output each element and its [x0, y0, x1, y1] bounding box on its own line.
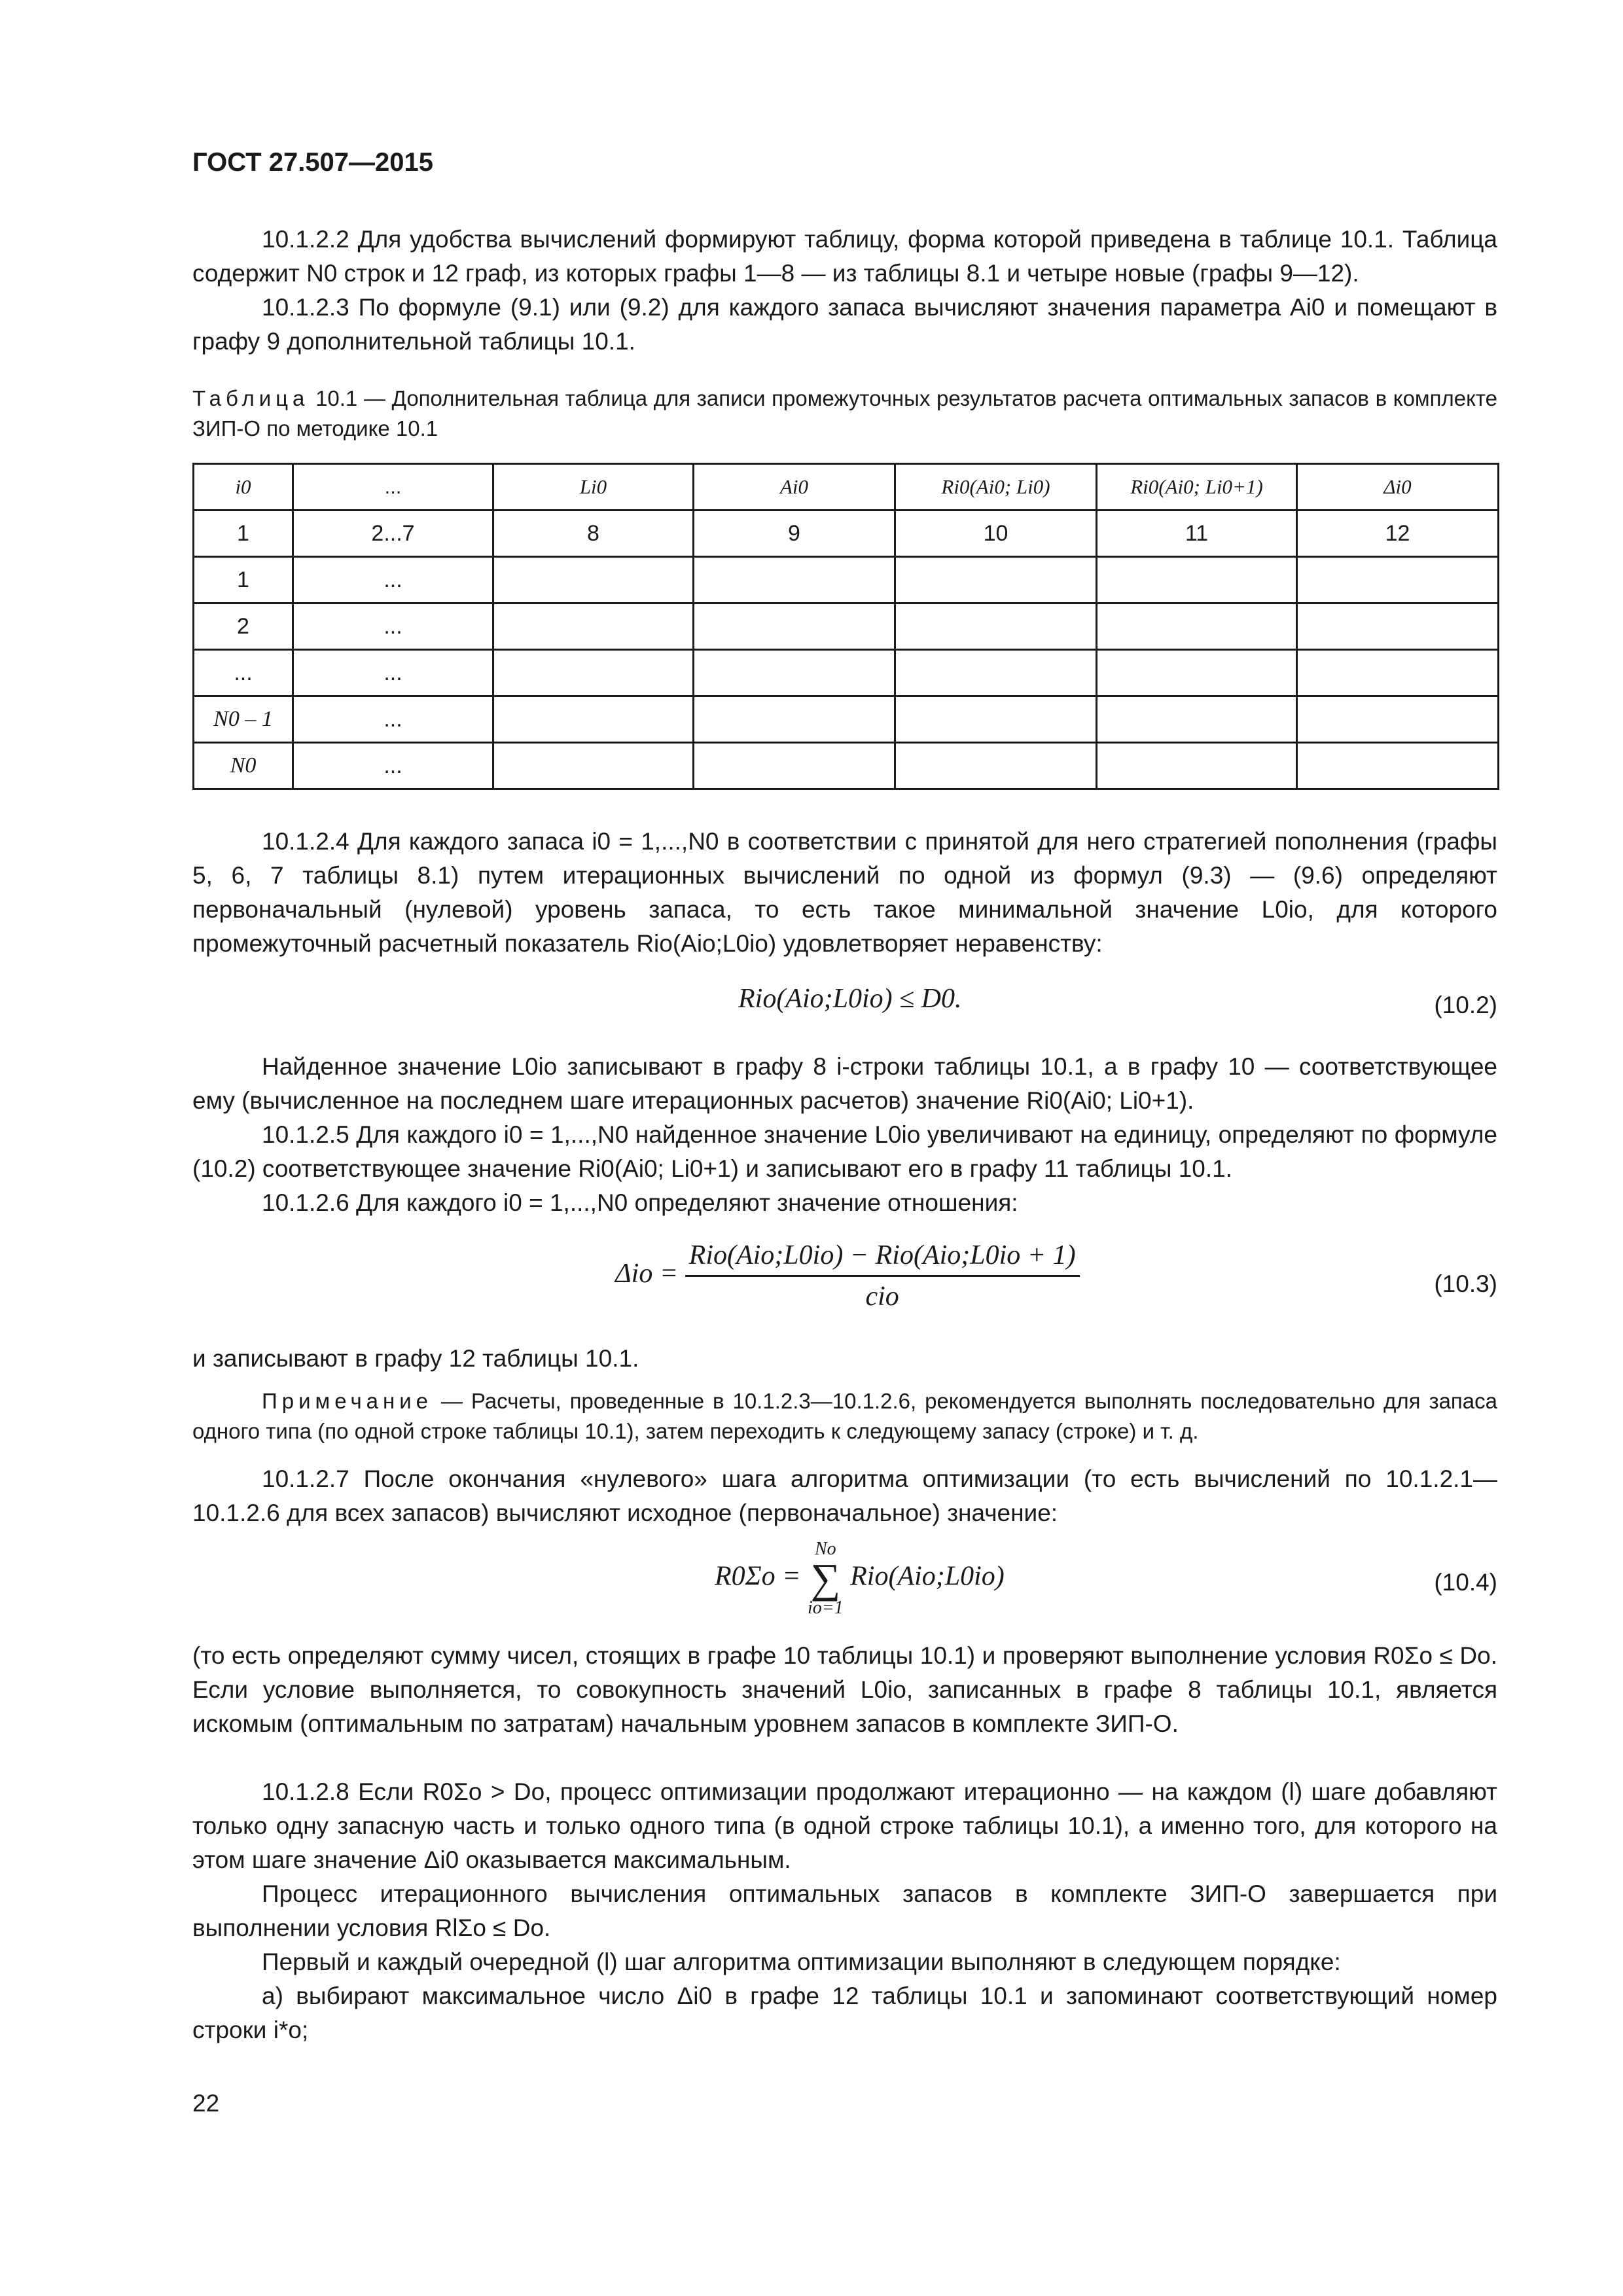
note-text: — Расчеты, проведенные в 10.1.2.3—10.1.2.6, рекомендуется выполнять последовательно для запаса одного типа (по одной строке таблицы 10.1), затем переходить к следующему запасу (строке) и т. д.: [192, 1389, 1498, 1443]
table-cell: [694, 603, 895, 650]
paragraph-sum-condition: (то есть определяют сумму чисел, стоящих в графе 10 таблицы 10.1) и проверяют выполнение условия R0Σo ≤ Do. Если условие выполняется, то совокупность значений L0io, записанных в графе 8 таблицы 10.1, является искомым (оптимальным по затратам) начальным уровнем запасов в комплекте ЗИП-О.: [192, 1642, 1497, 1737]
table-cell: [493, 696, 694, 743]
table-cell: [493, 743, 694, 789]
table-cell: 2: [194, 603, 293, 650]
table-cell: [694, 557, 895, 603]
table-header-row: [194, 464, 1499, 511]
table-cell: ...: [293, 743, 493, 789]
table-cell: [694, 650, 895, 696]
table-column-number: 10: [895, 511, 1097, 557]
paragraph-10-1-2-8: 10.1.2.8 Если R0Σo > Do, процесс оптимизации продолжают итерационно — на каждом (l) шаге добавляют только одну запасную часть и только одного типа (в одной строке таблицы 10.1), а именно того, для которого на этом шаге значение Δi0 оказывается максимальным.: [192, 1778, 1497, 1873]
table-cell: ...: [194, 650, 293, 696]
table-cell: [895, 603, 1097, 650]
table-header-cell: Ai0: [694, 464, 895, 511]
formula-10-4-lhs: R0Σo =: [715, 1561, 801, 1592]
equation-number-10-4: (10.4): [1434, 1569, 1497, 1596]
table-cell: [895, 696, 1097, 743]
formula-10-3: [615, 1238, 1080, 1314]
table-header-cell: i0: [194, 464, 293, 511]
table-cell: ...: [293, 603, 493, 650]
table-row: [194, 603, 1499, 650]
summation-lower-limit: io=1: [807, 1598, 844, 1618]
summation-upper-limit: No: [814, 1539, 836, 1559]
paragraph-record-column-12: и записывают в графу 12 таблицы 10.1.: [192, 1345, 639, 1372]
formula-10-3-lhs: Δio =: [615, 1259, 679, 1289]
table-cell: ...: [293, 557, 493, 603]
table-row: [194, 557, 1499, 603]
table-cell: ...: [293, 696, 493, 743]
formula-10-4: [715, 1539, 1005, 1618]
paragraph-10-1-2-4: 10.1.2.4 Для каждого запаса i0 = 1,...,N0 в соответствии с принятой для него стратегией пополнения (графы 5, 6, 7 таблицы 8.1) путем итерационных вычислений по одной из формул (9.3) — (9.6) определяют первоначальный (нулевой) уровень запаса, то есть такое минимальной значение L0io, для которого промежуточный расчетный показатель Rio(Aio;L0io) удовлетворяет неравенству:: [192, 828, 1497, 957]
intermediate-results-table: [192, 463, 1499, 790]
table-row: [194, 743, 1499, 789]
table-header-cell: Ri0(Ai0; Li0): [895, 464, 1097, 511]
table-header-cell: Δi0: [1297, 464, 1499, 511]
table-cell: [895, 557, 1097, 603]
table-cell: [1297, 743, 1499, 789]
table-cell: [493, 650, 694, 696]
paragraph-10-1-2-3: 10.1.2.3 По формуле (9.1) или (9.2) для каждого запаса вычисляют значения параметра Ai0 и помещают в графу 9 дополнительной таблицы 10.1.: [192, 294, 1497, 355]
table-row: [194, 650, 1499, 696]
table-header-cell: Ri0(Ai0; Li0+1): [1097, 464, 1297, 511]
table-column-number: 1: [194, 511, 293, 557]
paragraph-found-value: Найденное значение L0io записывают в графу 8 i-строки таблицы 10.1, а в графу 10 — соответствующее ему (вычисленное на последнем шаге итерационных расчетов) значение Ri0(Ai0; Li0+1).: [192, 1053, 1497, 1114]
table-cell: [1297, 603, 1499, 650]
paragraph-10-1-2-7: 10.1.2.7 После окончания «нулевого» шага алгоритма оптимизации (то есть вычислений по 10.1.2.1—10.1.2.6 для всех запасов) вычисляют исходное (первоначальное) значение:: [192, 1465, 1497, 1526]
table-cell: [1097, 743, 1297, 789]
table-caption: [192, 384, 1497, 444]
table-cell: [895, 650, 1097, 696]
equation-number-10-3: (10.3): [1434, 1270, 1497, 1297]
equation-number-10-2: (10.2): [1434, 992, 1497, 1018]
paragraph-10-1-2-5: 10.1.2.5 Для каждого i0 = 1,...,N0 найденное значение L0io увеличивают на единицу, определяют по формуле (10.2) соответствующее значение Ri0(Ai0; Li0+1) и записывают его в графу 11 таблицы 10.1.: [192, 1121, 1497, 1182]
note: [192, 1386, 1497, 1446]
note-lead: Примечание: [262, 1389, 433, 1413]
table-cell: [1097, 603, 1297, 650]
table-cell: [1297, 650, 1499, 696]
summation-sign: [808, 1539, 844, 1618]
table-cell: [1097, 696, 1297, 743]
table-cell: ...: [293, 650, 493, 696]
table-column-number: 2...7: [293, 511, 493, 557]
page-number: 22: [192, 2090, 220, 2117]
table-cell: N0 – 1: [194, 696, 293, 743]
table-cell: N0: [194, 743, 293, 789]
document-header: ГОСТ 27.507—2015: [192, 148, 434, 177]
table-column-number: 12: [1297, 511, 1499, 557]
table-caption-text: 10.1 — Дополнительная таблица для записи промежуточных результатов расчета оптимальных запасов в комплекте ЗИП-О по методике 10.1: [192, 386, 1497, 440]
table-column-number: 8: [493, 511, 694, 557]
formula-10-3-denominator: cio: [865, 1282, 899, 1312]
formula-10-4-body: Rio(Aio;L0io): [850, 1561, 1005, 1592]
sigma-symbol: ∑: [810, 1555, 841, 1602]
table-column-number-row: [194, 511, 1499, 557]
table-header-cell: ...: [293, 464, 493, 511]
table-row: [194, 696, 1499, 743]
table-header-cell: Li0: [493, 464, 694, 511]
table-cell: [694, 743, 895, 789]
formula-10-3-numerator: Rio(Aio;L0io) − Rio(Aio;L0io + 1): [685, 1238, 1080, 1277]
table-column-number: 11: [1097, 511, 1297, 557]
paragraph-step-a: а) выбирают максимальное число Δi0 в графе 12 таблицы 10.1 и запоминают соответствующий номер строки i*o;: [192, 1982, 1497, 2043]
table-cell: [493, 603, 694, 650]
table-cell: [1297, 557, 1499, 603]
formula-10-2: Rio(Aio;L0io) ≤ D0.: [738, 984, 962, 1014]
formula-10-3-fraction: [685, 1238, 1080, 1314]
paragraph-10-1-2-2: 10.1.2.2 Для удобства вычислений формируют таблицу, форма которой приведена в таблице 10.1. Таблица содержит N0 строк и 12 граф, из которых графы 1—8 — из таблицы 8.1 и четыре новые (графы 9—12).: [192, 226, 1497, 287]
table-cell: [1097, 650, 1297, 696]
paragraph-process-completion: Процесс итерационного вычисления оптимальных запасов в комплекте ЗИП-О завершается при выполнении условия RlΣo ≤ Do.: [192, 1880, 1497, 1941]
table-cell: [1297, 696, 1499, 743]
table-cell: [1097, 557, 1297, 603]
paragraph-step-order: Первый и каждый очередной (l) шаг алгоритма оптимизации выполняют в следующем порядке:: [262, 1948, 1341, 1975]
table-column-number: 9: [694, 511, 895, 557]
table-cell: [493, 557, 694, 603]
paragraph-10-1-2-6: 10.1.2.6 Для каждого i0 = 1,...,N0 определяют значение отношения:: [262, 1189, 1018, 1216]
table-cell: 1: [194, 557, 293, 603]
table-cell: [895, 743, 1097, 789]
table-caption-lead: Таблица: [192, 386, 310, 410]
table-cell: [694, 696, 895, 743]
